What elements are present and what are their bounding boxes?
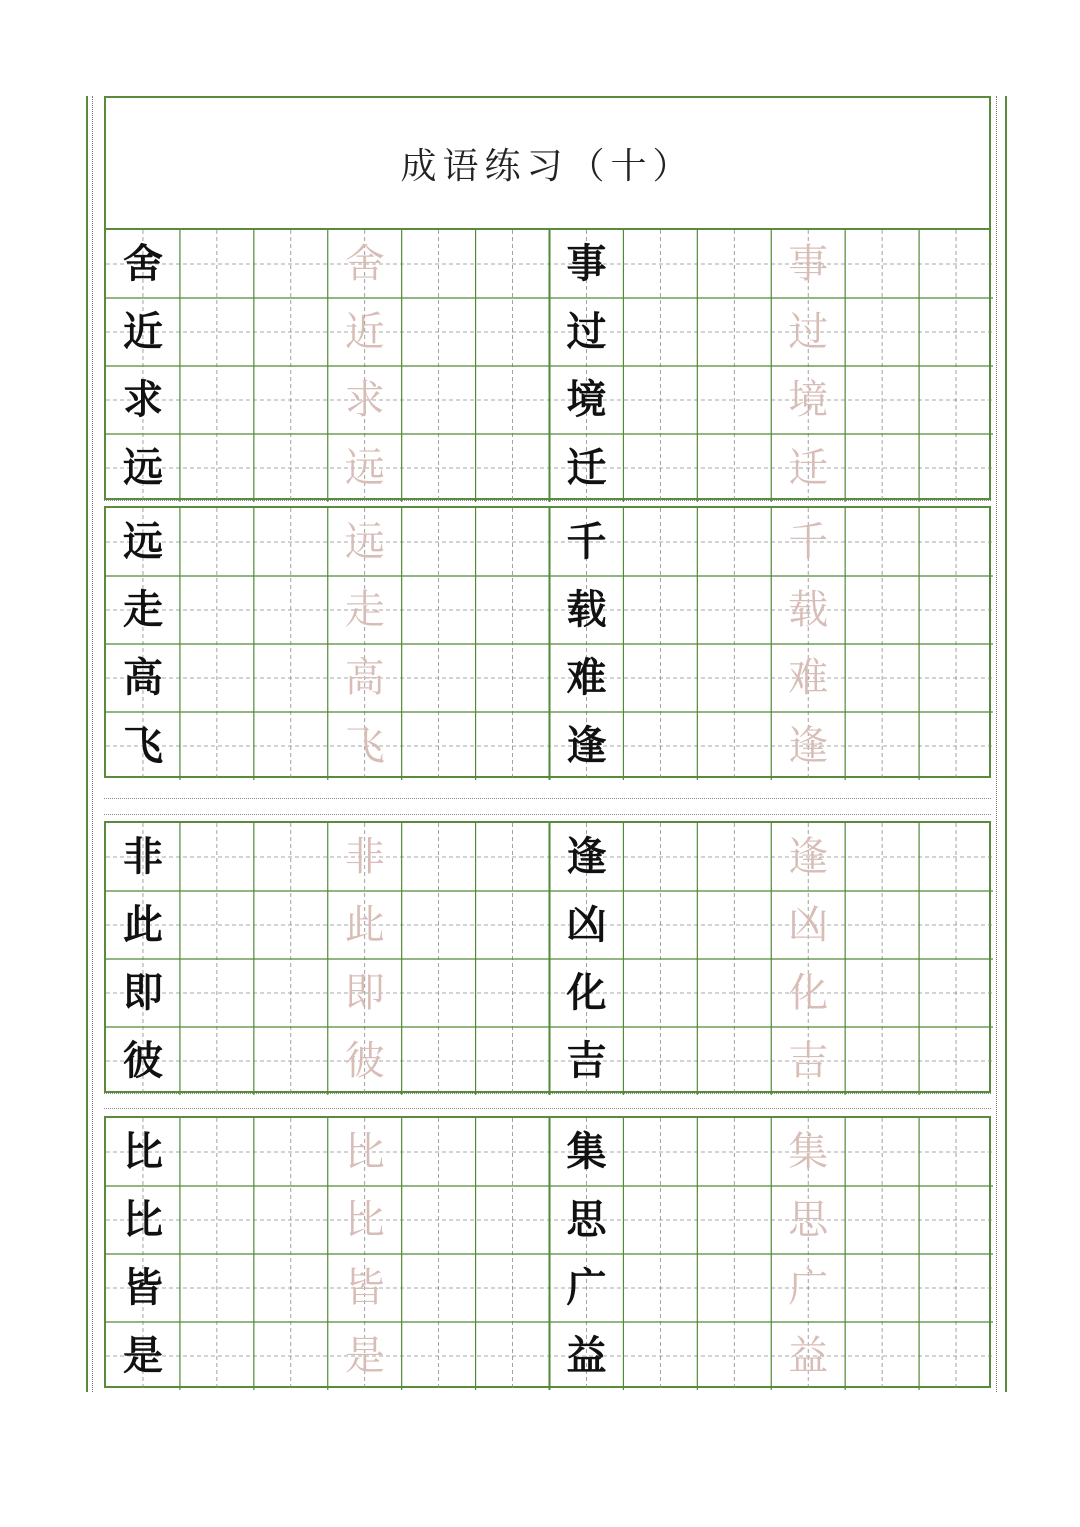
model-char: 逢 (566, 833, 607, 880)
model-char: 思 (566, 1196, 607, 1243)
trace-char: 比 (344, 1197, 385, 1243)
model-char: 舍 (122, 240, 163, 287)
trace-char: 集 (788, 1129, 829, 1175)
trace-char: 逢 (788, 834, 829, 880)
idiom-block-4 (104, 1116, 991, 1388)
trace-char: 境 (788, 377, 829, 423)
model-char: 凶 (566, 901, 607, 948)
model-char: 走 (122, 586, 163, 633)
gap-divider (104, 814, 991, 815)
model-char: 彼 (122, 1037, 163, 1084)
trace-char: 千 (788, 519, 829, 565)
model-char: 皆 (122, 1264, 163, 1311)
trace-char: 益 (788, 1333, 829, 1379)
trace-char: 皆 (344, 1265, 385, 1311)
model-char: 千 (566, 518, 607, 565)
idiom-block-1 (104, 228, 991, 500)
sheet-left-border (86, 96, 88, 1392)
model-char: 比 (122, 1196, 163, 1243)
gap-divider (104, 798, 991, 799)
trace-char: 难 (788, 655, 829, 701)
trace-char: 非 (344, 834, 385, 880)
model-char: 吉 (566, 1037, 607, 1084)
trace-char: 近 (344, 309, 385, 355)
model-char: 飞 (122, 722, 163, 769)
trace-char: 广 (788, 1265, 829, 1311)
model-char: 境 (566, 376, 607, 423)
trace-char: 即 (344, 970, 385, 1016)
trace-char: 飞 (344, 723, 385, 769)
trace-char: 过 (788, 309, 829, 355)
gap-divider (104, 500, 991, 501)
sheet-left-dotted-margin (92, 96, 93, 1392)
model-char: 迁 (566, 444, 607, 491)
trace-char: 高 (344, 655, 385, 701)
trace-char: 载 (788, 587, 829, 633)
model-char: 比 (122, 1128, 163, 1175)
idiom-block-3 (104, 821, 991, 1093)
trace-char: 走 (344, 587, 385, 633)
title-box (104, 96, 991, 228)
model-char: 广 (566, 1264, 607, 1311)
model-char: 近 (122, 308, 163, 355)
model-char: 过 (566, 308, 607, 355)
model-char: 事 (566, 240, 607, 287)
model-char: 载 (566, 586, 607, 633)
model-char: 难 (566, 654, 607, 701)
trace-char: 吉 (788, 1038, 829, 1084)
model-char: 远 (122, 518, 163, 565)
trace-char: 舍 (344, 241, 385, 287)
sheet-right-dotted-margin (996, 96, 997, 1392)
trace-char: 比 (344, 1129, 385, 1175)
trace-char: 是 (344, 1333, 385, 1379)
trace-char: 远 (344, 519, 385, 565)
model-char: 非 (122, 833, 163, 880)
model-char: 此 (122, 901, 163, 948)
model-char: 集 (566, 1128, 607, 1175)
practice-sheet (86, 96, 1008, 1392)
model-char: 求 (122, 376, 163, 423)
idiom-block-2 (104, 506, 991, 778)
sheet-right-border (1005, 96, 1007, 1392)
model-char: 高 (122, 654, 163, 701)
trace-char: 彼 (344, 1038, 385, 1084)
trace-char: 凶 (788, 902, 829, 948)
gap-divider (104, 1093, 991, 1094)
model-char: 是 (122, 1332, 163, 1379)
trace-char: 思 (788, 1197, 829, 1243)
gap-divider (104, 1108, 991, 1109)
model-char: 益 (566, 1332, 607, 1379)
trace-char: 求 (344, 377, 385, 423)
model-char: 化 (566, 969, 607, 1016)
model-char: 逢 (566, 722, 607, 769)
trace-char: 事 (788, 241, 829, 287)
model-char: 远 (122, 444, 163, 491)
trace-char: 化 (788, 970, 829, 1016)
trace-char: 逢 (788, 723, 829, 769)
trace-char: 远 (344, 445, 385, 491)
trace-char: 此 (344, 902, 385, 948)
trace-char: 迁 (788, 445, 829, 491)
page-title: 成语练习（十） (400, 145, 695, 187)
model-char: 即 (122, 969, 163, 1016)
